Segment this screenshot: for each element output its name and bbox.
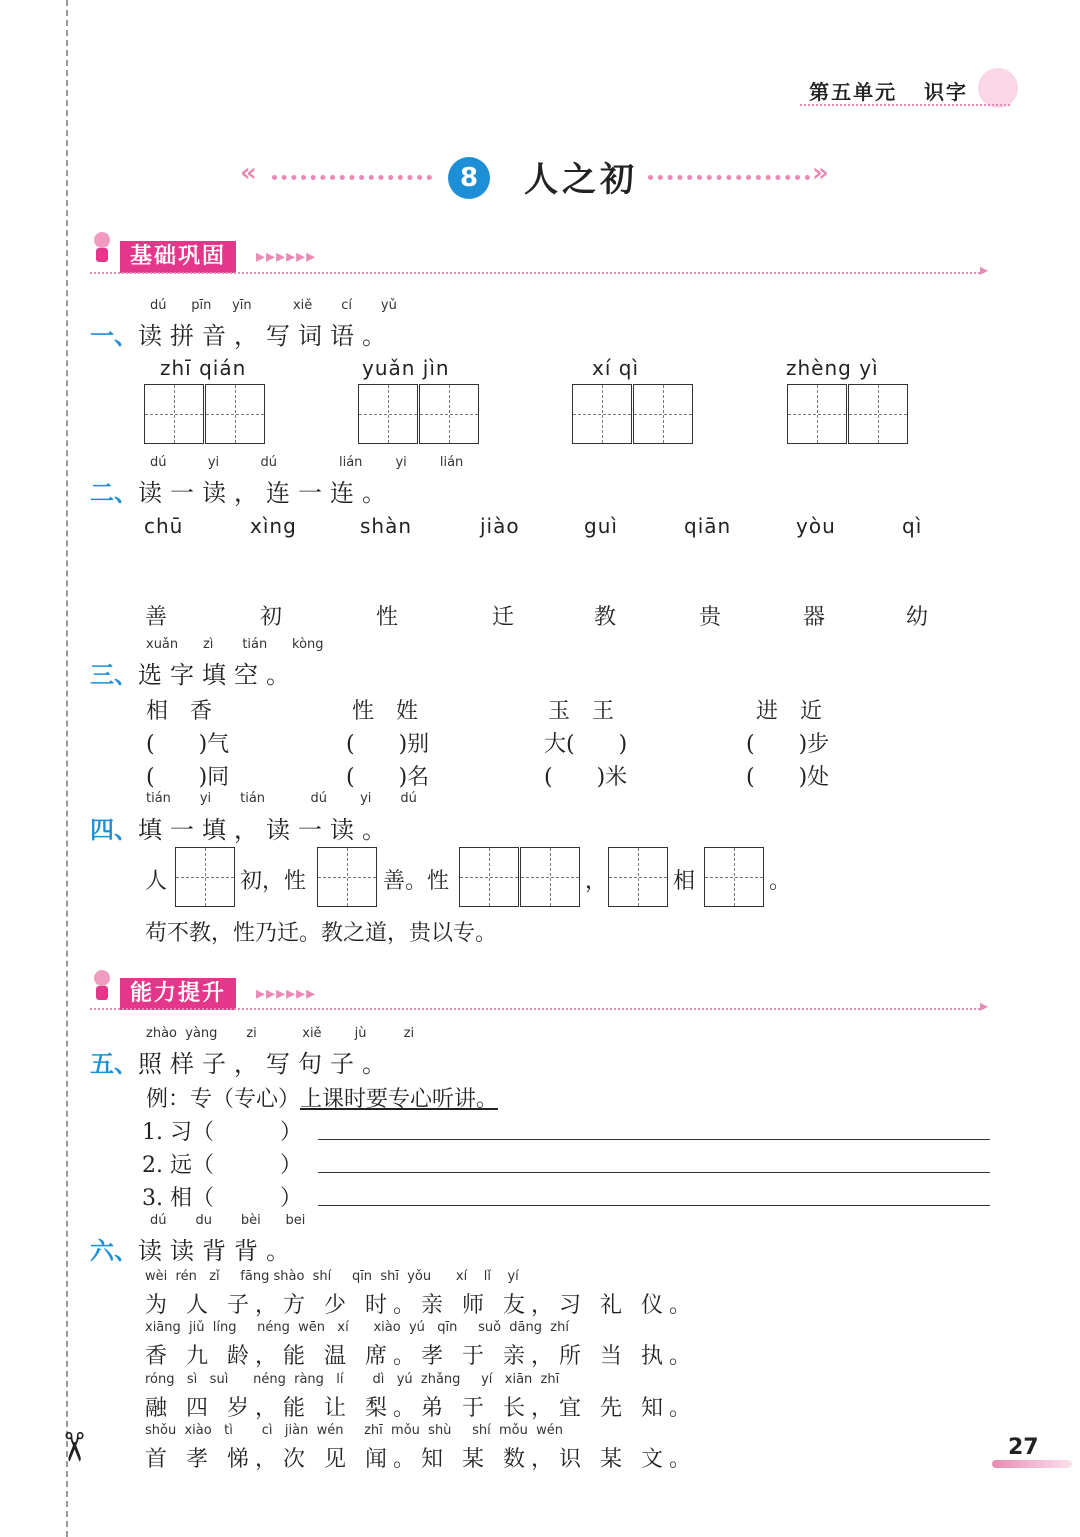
title-dots-left: [272, 175, 432, 180]
fill-box[interactable]: [608, 847, 668, 907]
q2-char-item[interactable]: 迁: [492, 605, 515, 630]
header-underline: [800, 104, 1010, 106]
scissors-icon: ✂: [49, 1430, 96, 1464]
answer-line[interactable]: [318, 1205, 990, 1206]
q6-title: 六、读读背背。: [90, 1237, 298, 1265]
writing-box[interactable]: [633, 384, 693, 444]
q3-char-pair: 相 香: [146, 699, 213, 724]
fill-box[interactable]: [520, 847, 580, 907]
q1-word-pinyin: zhī qián: [160, 356, 247, 380]
title-dots-right: [648, 175, 810, 180]
divider-arrow-icon: ▸: [980, 996, 989, 1015]
q3-blank[interactable]: ( )别: [346, 732, 430, 757]
q2-char-item[interactable]: 善: [145, 605, 168, 630]
writing-box[interactable]: [358, 384, 418, 444]
q5-item: 3. 相（ ）: [142, 1186, 302, 1211]
poem-line: 香 九 龄，能 温 席。孝 于 亲，所 当 执。: [145, 1344, 697, 1369]
q2-char-item[interactable]: 性: [376, 605, 399, 630]
q1-word-pinyin: zhèng yì: [786, 356, 879, 380]
q5-example: [146, 1082, 498, 1113]
poem-line: 融 四 岁，能 让 梨。弟 于 长，宜 先 知。: [145, 1396, 697, 1421]
q2-char-item[interactable]: 器: [803, 605, 826, 630]
writing-box[interactable]: [205, 384, 265, 444]
q2-pinyin-item: qì: [902, 514, 923, 538]
q4-text: 相: [673, 869, 696, 894]
example-label: 例：专（专心）: [146, 1087, 301, 1112]
writing-box[interactable]: [144, 384, 204, 444]
poem-line: 为 人 子，方 少 时。亲 师 友，习 礼 仪。: [145, 1293, 697, 1318]
poem-pinyin: xiāng jiǔ líng néng wēn xí xiào yú qīn suǒ dāng zhí: [145, 1320, 569, 1335]
poem-line: 首 孝 悌，次 见 闻。知 某 数，识 某 文。: [145, 1447, 697, 1472]
q3-blank[interactable]: ( )处: [746, 765, 830, 790]
q2-pinyin-item: jiào: [480, 514, 520, 538]
fill-box[interactable]: [704, 847, 764, 907]
q5-title: 五、照样子，写句子。: [90, 1050, 394, 1078]
q1-word-pinyin: xí qì: [592, 356, 640, 380]
girl-icon: [92, 970, 112, 1004]
left-chevron-icon: «: [240, 158, 257, 188]
q4-text: 善。性: [383, 869, 450, 894]
q2-pinyin: dú yi dú lián yi lián: [150, 455, 464, 470]
page-number: 27: [1008, 1435, 1039, 1460]
q4-text: ，: [585, 869, 608, 894]
answer-line[interactable]: [318, 1172, 990, 1173]
poem-pinyin: róng sì suì néng ràng lí dì yú zhǎng yí xiān zhī: [145, 1372, 560, 1387]
fill-box[interactable]: [459, 847, 519, 907]
answer-line[interactable]: [318, 1139, 990, 1140]
q1-pinyin: dú pīn yīn xiě cí yǔ: [150, 298, 397, 313]
section-divider: [90, 272, 980, 274]
lesson-title: 人之初: [524, 160, 638, 200]
cut-line: [66, 0, 68, 1537]
q4-text: 。: [769, 869, 792, 894]
q3-pinyin: xuǎn zì tián kòng: [146, 637, 324, 652]
girl-icon: [92, 232, 112, 266]
q2-pinyin-item: guì: [584, 514, 618, 538]
q3-char-pair: 进 近: [756, 699, 823, 724]
q2-pinyin-item: qiān: [684, 514, 732, 538]
divider-arrow-icon: ▸: [980, 260, 989, 279]
q5-item: 2. 远（ ）: [142, 1153, 302, 1178]
page-number-bar: [992, 1460, 1072, 1468]
q4-text: 初，性: [240, 869, 307, 894]
q3-char-pair: 玉 王: [548, 699, 615, 724]
q3-char-pair: 性 姓: [352, 699, 419, 724]
q3-blank[interactable]: ( )同: [146, 765, 230, 790]
q5-item: 1. 习（ ）: [142, 1120, 302, 1145]
q4-text: 人: [145, 869, 168, 894]
section-divider: [90, 1008, 980, 1010]
fill-box[interactable]: [175, 847, 235, 907]
example-sentence: 上课时要专心听讲。: [300, 1087, 499, 1112]
section-arrows-icon: ▸▸▸▸▸▸: [256, 983, 317, 1004]
q4-line2: 苟不教，性乃迁。教之道，贵以专。: [145, 921, 498, 946]
q3-blank[interactable]: ( )米: [544, 765, 628, 790]
q3-blank[interactable]: ( )步: [746, 732, 830, 757]
q4-pinyin: tián yi tián dú yi dú: [146, 791, 417, 806]
q1-title: 一、读拼音，写词语。: [90, 322, 394, 350]
unit-label: 第五单元: [809, 80, 898, 104]
q3-blank[interactable]: ( )名: [346, 765, 430, 790]
q2-char-item[interactable]: 贵: [699, 605, 722, 630]
section-ability-title: 能力提升: [120, 978, 236, 1010]
writing-box[interactable]: [572, 384, 632, 444]
q3-title: 三、选字填空。: [90, 661, 298, 689]
writing-box[interactable]: [848, 384, 908, 444]
q2-pinyin-item: yòu: [796, 514, 836, 538]
q2-char-item[interactable]: 初: [260, 605, 283, 630]
q2-pinyin-item: chū: [144, 514, 184, 538]
section-basic-title: 基础巩固: [120, 241, 236, 273]
topic-label: 识字: [924, 80, 968, 104]
lesson-number: 8: [448, 157, 490, 199]
unit-header: [809, 76, 968, 105]
q5-pinyin: zhào yàng zi xiě jù zi: [146, 1026, 415, 1041]
q2-title: 二、读一读，连一连。: [90, 479, 394, 507]
writing-box[interactable]: [419, 384, 479, 444]
fill-box[interactable]: [317, 847, 377, 907]
flower-decoration-icon: [978, 68, 1018, 108]
q2-pinyin-item: shàn: [360, 514, 413, 538]
q2-pinyin-item: xìng: [250, 514, 297, 538]
poem-pinyin: shǒu xiào tì cì jiàn wén zhī mǒu shù shí mǒu wén: [145, 1423, 563, 1438]
q4-title: 四、填一填，读一读。: [90, 816, 394, 844]
q2-char-item[interactable]: 教: [594, 605, 617, 630]
q3-blank[interactable]: ( )气: [146, 732, 230, 757]
q6-pinyin: dú du bèi bei: [150, 1213, 306, 1228]
section-arrows-icon: ▸▸▸▸▸▸: [256, 246, 317, 267]
right-chevron-icon: »: [812, 158, 829, 188]
poem-pinyin: wèi rén zǐ fāng shào shí qīn shī yǒu xí lǐ yí: [145, 1269, 519, 1284]
q1-word-pinyin: yuǎn jìn: [362, 356, 450, 380]
writing-box[interactable]: [787, 384, 847, 444]
q3-blank[interactable]: 大( ): [544, 732, 628, 757]
q2-char-item[interactable]: 幼: [906, 605, 929, 630]
